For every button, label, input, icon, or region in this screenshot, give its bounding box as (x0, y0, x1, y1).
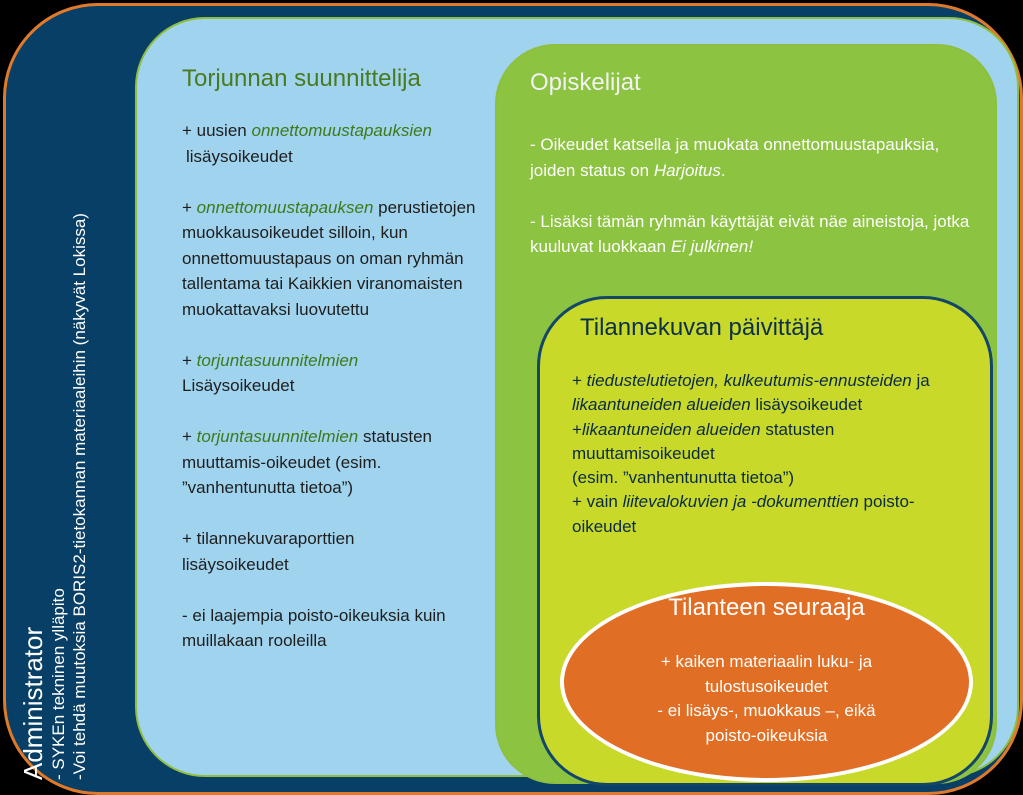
rights-item: - Oikeudet katsella ja muokata onnettomuustapauksia, joiden status on Harjoitus. (530, 135, 940, 180)
tilannekuvan-paivittaja-rights (572, 369, 962, 539)
rights-item: - ei lisäys-, muokkaus –, eikä poisto-oikeuksia (657, 701, 876, 745)
administrator-line-1: - SYKEn tekninen ylläpito (49, 588, 68, 780)
rights-item: + kaiken materiaalin luku- ja tulostusoikeudet (660, 652, 873, 696)
rights-item: + tilannekuvaraporttien lisäysoikeudet (182, 529, 355, 574)
rights-item: +likaantuneiden alueiden statusten muuttamisoikeudet (572, 419, 835, 463)
rights-item: + uusien onnettomuustapauksien lisäysoikeudet (182, 121, 433, 166)
rights-item: (esim. ”vanhentunutta tietoa”) (572, 468, 795, 488)
rights-item: + torjuntasuunnitelmien Lisäysoikeudet (182, 350, 359, 395)
administrator-line-2: -Voi tehdä muutoksia BORIS2-tietokannan materiaaleihin (näkyvät Lokissa) (70, 213, 89, 780)
rights-item: + tiedustelutietojen, kulkeutumis-ennusteiden ja likaantuneiden alueiden lisäysoikeudet (572, 371, 930, 415)
rights-item: + onnettomuustapauksen perustietojen muokkausoikeudet silloin, kun onnettomuustapaus on oman ryhmän tallentama tai Kaikkien viranomaisten muokattavaksi luovutettu (182, 197, 476, 319)
rights-item: - ei laajempia poisto-oikeuksia kuin muillakaan rooleilla (182, 605, 446, 650)
tilannekuvan-paivittaja-title: Tilannekuvan päivittäjä (580, 314, 824, 341)
opiskelijat-rights (530, 132, 970, 260)
rights-item: - Lisäksi tämän ryhmän käyttäjät eivät näe aineistoja, jotka kuuluvat luokkaan Ei julkinen! (530, 211, 970, 256)
administrator-label (18, 10, 90, 780)
rights-item: + torjuntasuunnitelmien statusten muuttamis-oikeudet (esim. ”vanhentunutta tietoa”) (182, 427, 432, 497)
torjunnan-suunnittelija-title: Torjunnan suunnittelija (182, 65, 421, 92)
torjunnan-suunnittelija-rights (182, 118, 502, 654)
rights-item: + vain liitevalokuvien ja -dokumenttien poisto-oikeudet (572, 492, 915, 536)
tilanteen-seuraaja-rights (600, 650, 933, 748)
tilanteen-seuraaja-title: Tilanteen seuraaja (668, 594, 865, 621)
administrator-title: Administrator (18, 626, 48, 780)
opiskelijat-title: Opiskelijat (530, 69, 641, 96)
